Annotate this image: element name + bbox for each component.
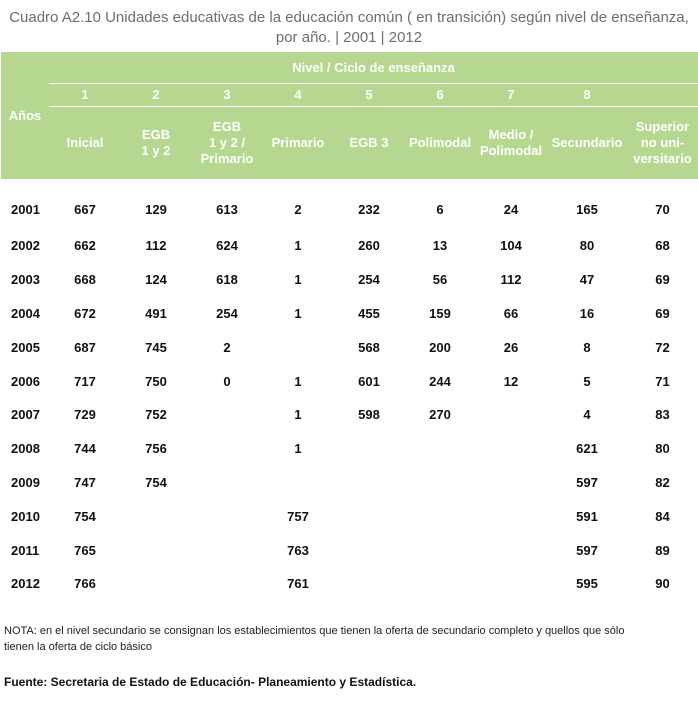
value-cell bbox=[405, 466, 475, 500]
value-cell: 595 bbox=[576, 576, 598, 592]
value-cell: 82 bbox=[655, 474, 670, 490]
value-cell: 1 bbox=[294, 407, 302, 423]
table-row bbox=[1, 179, 698, 229]
value-cell bbox=[333, 533, 405, 567]
value-cell: 90 bbox=[655, 576, 670, 592]
value-cell bbox=[191, 499, 263, 533]
value-cell: 687 bbox=[74, 339, 96, 355]
value-cell: 260 bbox=[358, 238, 380, 254]
data-table bbox=[1, 52, 698, 601]
level-header-line: versitario bbox=[633, 151, 692, 166]
level-header bbox=[191, 107, 263, 180]
level-header bbox=[547, 107, 627, 180]
value-cell: 745 bbox=[145, 339, 167, 355]
value-cell bbox=[405, 499, 475, 533]
value-cell: 68 bbox=[655, 238, 670, 254]
year-cell: 2006 bbox=[11, 373, 40, 389]
level-header-line: Medio / bbox=[488, 127, 534, 142]
value-cell: 24 bbox=[503, 201, 519, 217]
value-cell bbox=[475, 499, 547, 533]
level-header bbox=[263, 107, 333, 180]
level-header-line: Primario bbox=[271, 135, 325, 150]
years-header: Años bbox=[1, 52, 49, 179]
value-cell: 752 bbox=[145, 407, 167, 423]
value-cell: 662 bbox=[74, 238, 96, 254]
year-cell: 2003 bbox=[11, 272, 40, 288]
level-header-line: Polimodal bbox=[479, 143, 543, 158]
value-cell: 455 bbox=[358, 305, 380, 321]
value-cell bbox=[475, 533, 547, 567]
value-cell: 104 bbox=[500, 238, 522, 254]
value-cell: 754 bbox=[74, 508, 96, 524]
value-cell: 613 bbox=[216, 201, 238, 217]
value-cell bbox=[333, 466, 405, 500]
level-header bbox=[627, 107, 698, 180]
year-cell: 2002 bbox=[11, 238, 40, 254]
value-cell: 112 bbox=[500, 272, 522, 288]
table-row bbox=[1, 533, 698, 567]
year-cell: 2007 bbox=[11, 407, 40, 423]
table-row bbox=[1, 398, 698, 432]
column-number: 1 bbox=[49, 84, 121, 107]
value-cell: 1 bbox=[294, 441, 302, 457]
value-cell bbox=[405, 432, 475, 466]
value-cell: 0 bbox=[223, 373, 231, 389]
value-cell: 750 bbox=[145, 373, 167, 389]
value-cell: 232 bbox=[358, 201, 380, 217]
table-title: Cuadro A2.10 Unidades educativas de la educación común ( en transición) según nivel de enseñanza, por año. | 2001 | 2012 bbox=[9, 9, 689, 46]
value-cell: 597 bbox=[576, 474, 598, 490]
value-cell: 129 bbox=[145, 201, 167, 217]
value-cell: 765 bbox=[74, 542, 96, 558]
value-cell: 766 bbox=[74, 576, 96, 592]
value-cell: 1 bbox=[294, 305, 302, 321]
value-cell: 601 bbox=[358, 373, 380, 389]
value-cell: 16 bbox=[579, 305, 595, 321]
value-cell bbox=[263, 466, 333, 500]
value-cell: 80 bbox=[579, 238, 595, 254]
value-cell bbox=[333, 567, 405, 601]
value-cell: 621 bbox=[576, 441, 598, 457]
year-cell: 2004 bbox=[11, 305, 40, 321]
value-cell: 1 bbox=[294, 373, 302, 389]
value-cell: 672 bbox=[74, 305, 96, 321]
value-cell: 761 bbox=[287, 576, 309, 592]
level-header bbox=[405, 107, 475, 180]
value-cell: 83 bbox=[655, 407, 670, 423]
table-row bbox=[1, 364, 698, 398]
value-cell: 491 bbox=[145, 305, 167, 321]
value-cell: 1 bbox=[294, 238, 302, 254]
value-cell: 4 bbox=[583, 407, 591, 423]
year-cell: 2008 bbox=[11, 441, 40, 457]
year-cell: 2005 bbox=[11, 339, 40, 355]
value-cell: 254 bbox=[216, 305, 238, 321]
value-cell: 69 bbox=[655, 272, 670, 288]
level-header bbox=[49, 107, 121, 180]
value-cell bbox=[191, 432, 263, 466]
level-header-line: Polimodal bbox=[408, 135, 472, 150]
level-header-line: Inicial bbox=[66, 135, 104, 150]
value-cell bbox=[121, 567, 191, 601]
year-cell: 2012 bbox=[11, 576, 40, 592]
column-number: 6 bbox=[405, 84, 475, 107]
value-cell: 744 bbox=[74, 441, 96, 457]
level-header-line: EGB bbox=[212, 119, 242, 134]
value-cell: 624 bbox=[216, 238, 238, 254]
column-number: 4 bbox=[263, 84, 333, 107]
level-header-line: EGB 3 bbox=[349, 135, 389, 150]
value-cell: 26 bbox=[503, 339, 519, 355]
source-text: Fuente: Secretaria de Estado de Educación- Planeamiento y Estadística. bbox=[4, 674, 417, 689]
level-header bbox=[333, 107, 405, 180]
level-header bbox=[475, 107, 547, 180]
value-cell bbox=[191, 567, 263, 601]
table-row bbox=[1, 432, 698, 466]
level-header-line: Secundario bbox=[551, 135, 623, 150]
value-cell bbox=[475, 466, 547, 500]
column-number-blank bbox=[627, 84, 698, 107]
value-cell: 754 bbox=[145, 474, 167, 490]
value-cell bbox=[475, 398, 547, 432]
year-cell: 2009 bbox=[11, 474, 40, 490]
value-cell: 159 bbox=[429, 305, 451, 321]
value-cell bbox=[121, 499, 191, 533]
value-cell: 124 bbox=[145, 272, 167, 288]
value-cell bbox=[191, 533, 263, 567]
value-cell: 618 bbox=[216, 272, 238, 288]
value-cell: 667 bbox=[74, 201, 96, 217]
value-cell: 66 bbox=[503, 305, 519, 321]
value-cell: 5 bbox=[583, 373, 591, 389]
table-row bbox=[1, 297, 698, 331]
value-cell: 254 bbox=[358, 272, 380, 288]
level-header-line: Superior bbox=[635, 119, 690, 134]
value-cell: 1 bbox=[294, 272, 302, 288]
value-cell bbox=[333, 432, 405, 466]
value-cell: 12 bbox=[503, 373, 519, 389]
value-cell: 112 bbox=[145, 238, 167, 254]
year-cell: 2011 bbox=[11, 542, 40, 558]
value-cell bbox=[191, 398, 263, 432]
value-cell: 71 bbox=[655, 373, 670, 389]
year-cell: 2001 bbox=[11, 201, 40, 217]
value-cell bbox=[191, 466, 263, 500]
value-cell: 747 bbox=[74, 474, 96, 490]
column-number: 2 bbox=[121, 84, 191, 107]
value-cell: 244 bbox=[429, 373, 451, 389]
value-cell: 756 bbox=[145, 441, 167, 457]
value-cell: 70 bbox=[655, 201, 670, 217]
value-cell: 200 bbox=[429, 339, 451, 355]
value-cell: 2 bbox=[223, 339, 231, 355]
value-cell bbox=[405, 533, 475, 567]
level-header-line: 1 y 2 bbox=[141, 143, 171, 158]
column-number: 7 bbox=[475, 84, 547, 107]
value-cell: 13 bbox=[432, 238, 448, 254]
value-cell: 591 bbox=[576, 508, 598, 524]
value-cell bbox=[475, 567, 547, 601]
table-row bbox=[1, 499, 698, 533]
table-row bbox=[1, 229, 698, 263]
value-cell: 89 bbox=[655, 542, 670, 558]
group-header: Nivel / Ciclo de enseñanza bbox=[49, 52, 698, 84]
value-cell: 729 bbox=[74, 407, 96, 423]
value-cell: 165 bbox=[576, 201, 598, 217]
value-cell bbox=[405, 567, 475, 601]
table-row bbox=[1, 567, 698, 601]
table-row bbox=[1, 263, 698, 297]
value-cell: 6 bbox=[436, 201, 444, 217]
level-header-line: 1 y 2 / bbox=[208, 135, 246, 150]
value-cell: 72 bbox=[655, 339, 670, 355]
value-cell: 763 bbox=[287, 542, 309, 558]
table-row bbox=[1, 330, 698, 364]
value-cell bbox=[263, 330, 333, 364]
value-cell: 568 bbox=[358, 339, 380, 355]
value-cell: 757 bbox=[287, 508, 309, 524]
table-row bbox=[1, 466, 698, 500]
value-cell: 84 bbox=[655, 508, 670, 524]
value-cell: 56 bbox=[432, 272, 448, 288]
value-cell: 2 bbox=[294, 201, 302, 217]
value-cell: 717 bbox=[74, 373, 96, 389]
level-header-line: no uni- bbox=[640, 135, 685, 150]
value-cell: 668 bbox=[74, 272, 96, 288]
table-note: NOTA: en el nivel secundario se consignan los establecimientos que tienen la oferta de secundario completo y quellos que sólo tienen la oferta de ciclo básico bbox=[4, 624, 625, 653]
value-cell bbox=[333, 499, 405, 533]
value-cell: 597 bbox=[576, 542, 598, 558]
value-cell bbox=[121, 533, 191, 567]
year-cell: 2010 bbox=[11, 508, 40, 524]
column-number: 5 bbox=[333, 84, 405, 107]
value-cell: 8 bbox=[583, 339, 591, 355]
column-number: 3 bbox=[191, 84, 263, 107]
value-cell: 270 bbox=[429, 407, 451, 423]
level-header-line: Primario bbox=[200, 151, 254, 166]
value-cell: 598 bbox=[358, 407, 380, 423]
value-cell: 69 bbox=[655, 305, 670, 321]
level-header-line: EGB bbox=[141, 127, 171, 142]
column-number: 8 bbox=[547, 84, 627, 107]
value-cell: 47 bbox=[579, 272, 595, 288]
value-cell: 80 bbox=[655, 441, 670, 457]
level-header bbox=[121, 107, 191, 180]
value-cell bbox=[475, 432, 547, 466]
